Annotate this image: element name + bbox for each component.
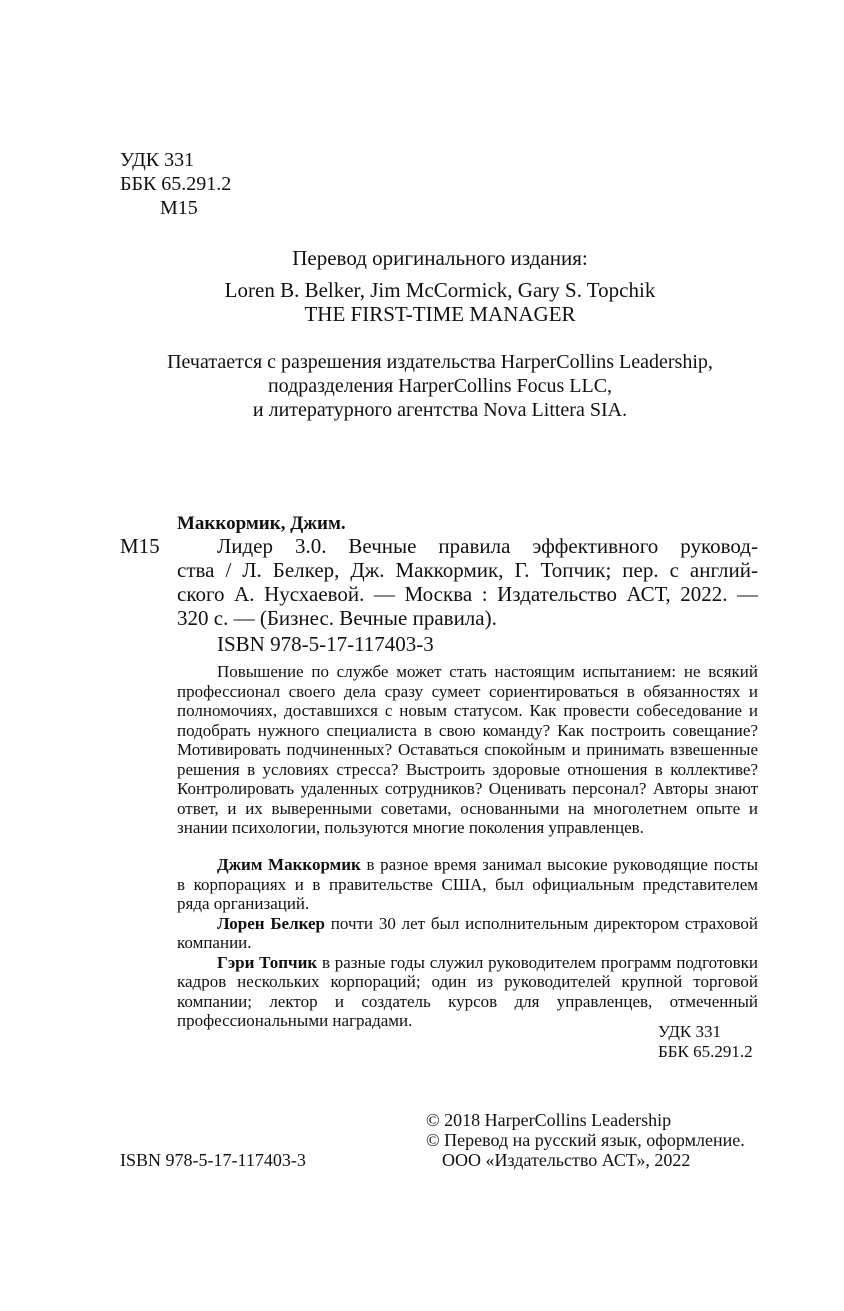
biblio-description xyxy=(177,534,758,630)
bbk-code: ББК 65.291.2 xyxy=(120,173,232,195)
udk-code: УДК 331 xyxy=(120,149,195,171)
original-edition-heading: Перевод оригинального издания: xyxy=(292,246,588,270)
biblio-line-3: ского А. Нусхаевой. — Москва : Издательство АСТ, 2022. — xyxy=(177,582,758,606)
permission-line-2: подразделения HarperCollins Focus LLC, xyxy=(267,375,613,397)
footer-isbn: ISBN 978-5-17-117403-3 xyxy=(120,1150,306,1170)
bio-name: Джим Маккормик xyxy=(217,855,361,874)
bio-text: в разное время занимал высокие руководящие посты в корпорациях и в правительстве США, был официальным представителем ряда организаций. xyxy=(177,855,758,913)
bottom-udk-code: УДК 331 xyxy=(658,1022,722,1041)
bio-text: почти 30 лет был исполнительным директором страховой компании. xyxy=(177,913,758,952)
biblio-line-2: ства / Л. Белкер, Дж. Маккормик, Г. Топчик; пер. с англий- xyxy=(177,558,758,582)
annotation-paragraph: Повышение по службе может стать настоящим испытанием: не всякий профессионал своего дела сразу сумеет сориентироваться в обязанностях и полномочиях, доставшихся с новым статусом. Как провести собеседование и подобрать нужного специалиста в свою команду? Как построить совещание? Мотивировать подчиненных? Оставаться спокойным и принимать взвешенные решения в условиях стресса? Выстроить здоровые отношения в коллективе? Контролировать удаленных сотрудников? Оценивать персонал? Авторы знают ответ, и их выверенными советами, основанными на многолетнем опыте и знании психологии, пользуются многие поколения управленцев. xyxy=(177,662,758,837)
copyright-line-3: ООО «Издательство АСТ», 2022 xyxy=(442,1150,691,1170)
copyright-line-2: © Перевод на русский язык, оформление. xyxy=(426,1130,745,1150)
copyright-line-1: © 2018 HarperCollins Leadership xyxy=(426,1110,672,1130)
bio-topchik xyxy=(177,953,758,1031)
biblio-isbn: ISBN 978-5-17-117403-3 xyxy=(217,632,434,656)
biblio-line-1: Лидер 3.0. Вечные правила эффективного руковод- xyxy=(217,534,758,558)
annotation xyxy=(177,662,758,838)
original-authors: Loren B. Belker, Jim McCormick, Gary S. Topchik xyxy=(224,278,656,302)
bottom-bbk-code: ББК 65.291.2 xyxy=(658,1042,753,1061)
permission-line-3: и литературного агентства Nova Littera SIA. xyxy=(252,399,628,421)
bio-mccormick xyxy=(177,855,758,914)
bio-name: Гэри Топчик xyxy=(217,952,318,972)
author-mark: М15 xyxy=(160,197,198,219)
biblio-author: Маккормик, Джим. xyxy=(177,513,346,534)
author-bios xyxy=(177,855,758,1031)
bio-text: в разные годы служил руководителем программ подготовки кадров нескольких корпораций; один из руководителей крупной торговой компании; лектор и создатель курсов для управленцев, отмеченный профессиональными наградами. xyxy=(177,952,758,1030)
biblio-line-4: 320 с. — (Бизнес. Вечные правила). xyxy=(177,606,497,630)
bio-belker xyxy=(177,914,758,953)
original-title: THE FIRST-TIME MANAGER xyxy=(304,302,576,326)
bio-name: Лорен Белкер xyxy=(217,913,326,933)
biblio-author-mark: М15 xyxy=(120,534,160,558)
permission-line-1: Печатается с разрешения издательства HarperCollins Leadership, xyxy=(167,351,713,373)
